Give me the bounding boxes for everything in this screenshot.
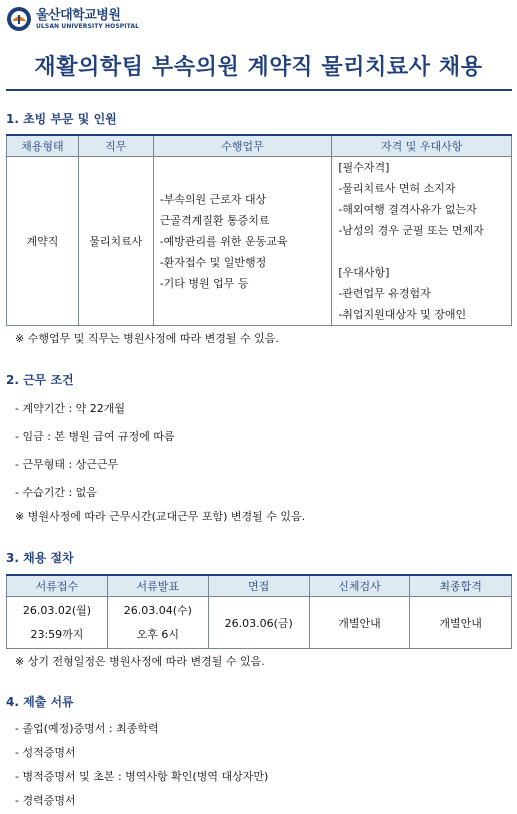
- duty-line: 근골격계질환 통증치료: [159, 213, 270, 227]
- section4-heading: 4. 제출 서류: [6, 695, 74, 709]
- logo-name-ko: 울산대학교병원: [36, 7, 121, 23]
- hospital-logo: [6, 4, 139, 34]
- document-item: - 경력증명서: [15, 794, 76, 807]
- section3-note: ※ 상기 전형일정은 병원사정에 따라 변경될 수 있음.: [15, 655, 265, 668]
- header-employment-type: 채용형태: [7, 135, 79, 157]
- doc-announce-date: 26.03.04(수): [123, 603, 192, 617]
- duty-line: -기타 병원 업무 등: [159, 276, 249, 290]
- condition-item: - 수습기간 : 없음: [15, 486, 97, 499]
- cell-doc-receipt: [7, 597, 108, 649]
- doc-receipt-time: 23:59까지: [30, 627, 84, 641]
- title-divider: [6, 89, 512, 91]
- cell-job: 물리치료사: [78, 157, 153, 326]
- qual-line: -물리치료사 면허 소지자: [338, 182, 456, 195]
- qual-line: [우대사항]: [338, 266, 390, 279]
- header-interview: 면접: [208, 575, 309, 597]
- condition-item: - 임금 : 본 병원 급여 규정에 따름: [15, 430, 175, 443]
- qual-line: -해외여행 결격사유가 없는자: [338, 203, 477, 216]
- recruitment-table: [6, 134, 512, 326]
- condition-item: - 계약기간 : 약 22개월: [15, 402, 126, 415]
- cell-final: 개별안내: [410, 597, 512, 649]
- section1-note: ※ 수행업무 및 직무는 병원사정에 따라 변경될 수 있음.: [15, 332, 279, 345]
- header-qualifications: 자격 및 우대사항: [332, 135, 512, 157]
- cell-doc-announce: [107, 597, 208, 649]
- header-final: 최종합격: [410, 575, 512, 597]
- page-title: 재활의학팀 부속의원 계약직 물리치료사 채용: [34, 55, 483, 80]
- cell-employment-type: 계약직: [7, 157, 79, 326]
- qual-spacer: [338, 241, 511, 262]
- cell-duties: [153, 157, 332, 326]
- document-item: - 성적증명서: [15, 746, 76, 759]
- section2-note: ※ 병원사정에 따라 근무시간(교대근무 포함) 변경될 수 있음.: [15, 510, 306, 523]
- doc-receipt-date: 26.03.02(월): [22, 603, 92, 617]
- document-item: - 졸업(예정)증명서 : 최종학력: [15, 722, 159, 735]
- qual-line: [필수자격]: [338, 161, 390, 174]
- logo-name-en: ULSAN UNIVERSITY HOSPITAL: [36, 22, 140, 30]
- header-duties: 수행업무: [153, 135, 332, 157]
- duty-line: -예방관리를 위한 운동교육: [159, 234, 288, 248]
- duty-line: -부속의원 근로자 대상: [159, 192, 267, 206]
- section1-heading: 1. 초빙 부문 및 인원: [6, 112, 117, 126]
- qual-line: -취업지원대상자 및 장애인: [338, 308, 467, 321]
- process-table: [6, 574, 512, 649]
- document-item: - 병적증명서 및 초본 : 병역사항 확인(병역 대상자만): [15, 770, 269, 783]
- header-doc-receipt: 서류접수: [7, 575, 108, 597]
- header-job: 직무: [78, 135, 153, 157]
- hospital-emblem-icon: [6, 6, 32, 32]
- header-physical: 신체검사: [309, 575, 410, 597]
- qual-line: -남성의 경우 군필 또는 면제자: [338, 224, 484, 237]
- duty-line: -환자접수 및 일반행정: [159, 255, 267, 269]
- qual-line: -관련업무 유경험자: [338, 287, 431, 300]
- cell-qualifications: [332, 157, 512, 326]
- section2-heading: 2. 근무 조건: [6, 373, 74, 387]
- section3-heading: 3. 채용 절차: [6, 551, 74, 565]
- cell-physical: 개별안내: [309, 597, 410, 649]
- condition-item: - 근무형태 : 상근근무: [15, 458, 119, 471]
- doc-announce-time: 오후 6시: [136, 627, 179, 641]
- header-doc-announce: 서류발표: [107, 575, 208, 597]
- cell-interview: 26.03.06(금): [208, 597, 309, 649]
